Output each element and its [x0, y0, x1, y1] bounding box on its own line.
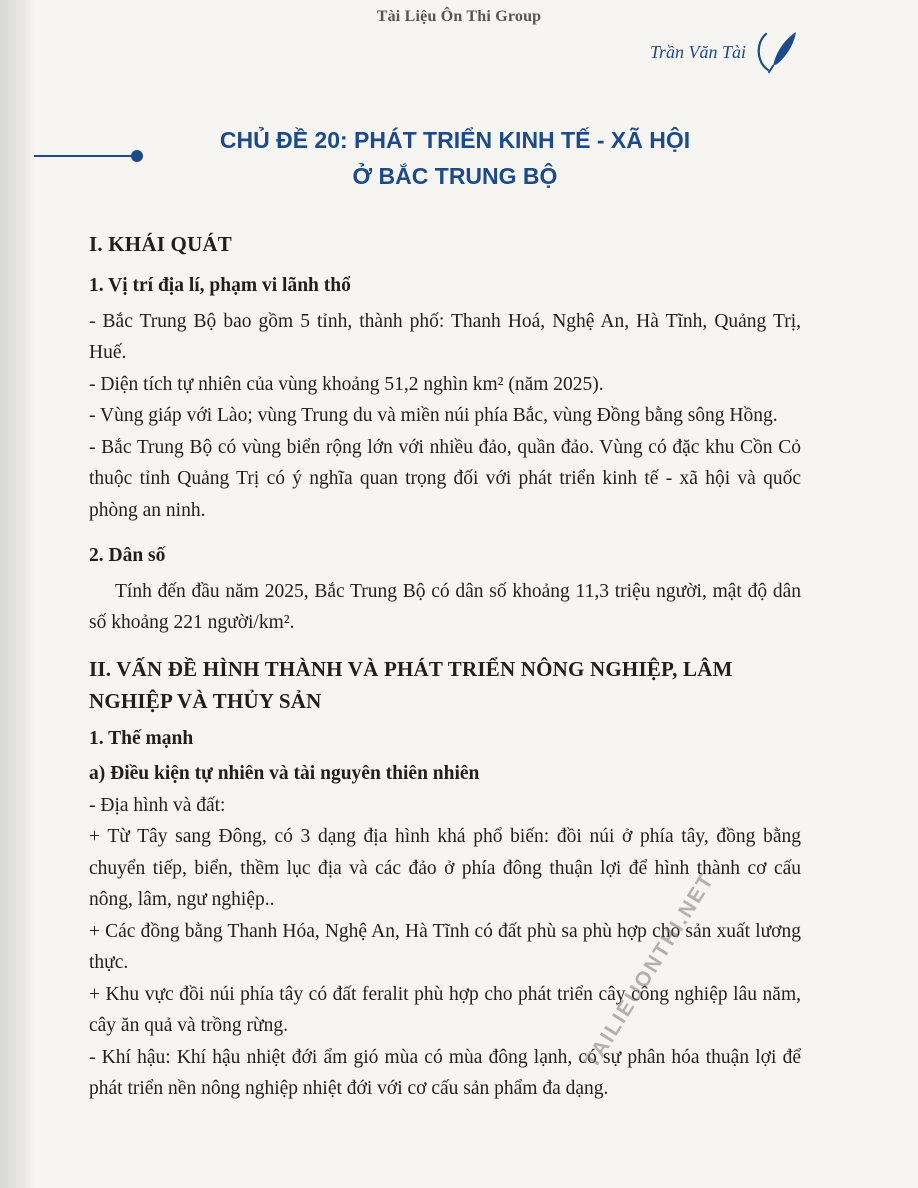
section-1-heading: I. KHÁI QUÁT — [89, 232, 233, 256]
section-2-heading: II. VẤN ĐỀ HÌNH THÀNH VÀ PHÁT TRIỂN NÔNG NGHIỆP, LÂM NGHIỆP VÀ THỦY SẢN — [89, 656, 733, 713]
paragraph: - Bắc Trung Bộ có vùng biển rộng lớn với nhiều đảo, quần đảo. Vùng có đặc khu Cồn Cỏ thuộc tỉnh Quảng Trị có ý nghĩa quan trọng đối với phát triển kinh tế - xã hội và quốc phòng an ninh. — [89, 436, 801, 521]
diagonal-watermark: TAILIEUONTHI.NET — [580, 868, 719, 1073]
title-marker-line — [34, 155, 136, 157]
topic-title-line-2: Ở BẮC TRUNG BỘ — [352, 163, 558, 189]
paragraph: + Các đồng bằng Thanh Hóa, Nghệ An, Hà Tĩnh có đất phù sa phù hợp cho sản xuất lương thực. — [89, 920, 801, 973]
topic-title-line-1: CHỦ ĐỀ 20: PHÁT TRIỂN KINH TẾ - XÃ HỘI — [219, 127, 691, 153]
section-1-sub-2-heading: 2. Dân số — [89, 545, 166, 566]
paragraph: + Khu vực đồi núi phía tây có đất feralit phù hợp cho phát triển cây công nghiệp lâu năm, cây ăn quả và trồng rừng. — [89, 983, 801, 1036]
section-1-sub-1-heading: 1. Vị trí địa lí, phạm vi lãnh thổ — [89, 275, 351, 296]
paragraph: - Vùng giáp với Lào; vùng Trung du và miền núi phía Bắc, vùng Đồng bằng sông Hồng. — [89, 405, 778, 426]
topic-title — [170, 122, 740, 194]
page-binding-edge — [0, 0, 34, 1188]
section-2-sub-a-heading: a) Điều kiện tự nhiên và tài nguyên thiên nhiên — [89, 763, 480, 784]
paragraph: - Bắc Trung Bộ bao gồm 5 tỉnh, thành phố: Thanh Hoá, Nghệ An, Hà Tĩnh, Quảng Trị, Huế. — [89, 310, 801, 363]
paragraph: Tính đến đầu năm 2025, Bắc Trung Bộ có dân số khoảng 11,3 triệu người, mật độ dân số khoảng 221 người/km². — [89, 580, 801, 633]
paragraph: - Khí hậu: Khí hậu nhiệt đới ẩm gió mùa có mùa đông lạnh, có sự phân hóa thuận lợi để phát triển nền nông nghiệp nhiệt đới với cơ cấu sản phẩm đa dạng. — [89, 1046, 801, 1099]
paragraph: - Diện tích tự nhiên của vùng khoảng 51,2 nghìn km² (năm 2025). — [89, 373, 604, 395]
paragraph: + Từ Tây sang Đông, có 3 dạng địa hình khá phổ biến: đồi núi ở phía tây, đồng bằng chuyển tiếp, biển, thềm lục địa và các đảo ở phía đông thuận lợi để hình thành cơ cấu nông, lâm, ngư nghiệp.. — [89, 826, 801, 910]
page-content — [89, 228, 801, 1105]
feather-pen-icon — [752, 26, 802, 76]
paragraph: - Địa hình và đất: — [89, 794, 226, 816]
header-watermark: Tài Liệu Ôn Thi Group — [376, 8, 542, 25]
section-2-sub-1-heading: 1. Thế mạnh — [89, 727, 194, 749]
author-name: Trần Văn Tài — [649, 42, 746, 62]
title-marker-dot-icon — [131, 150, 143, 162]
